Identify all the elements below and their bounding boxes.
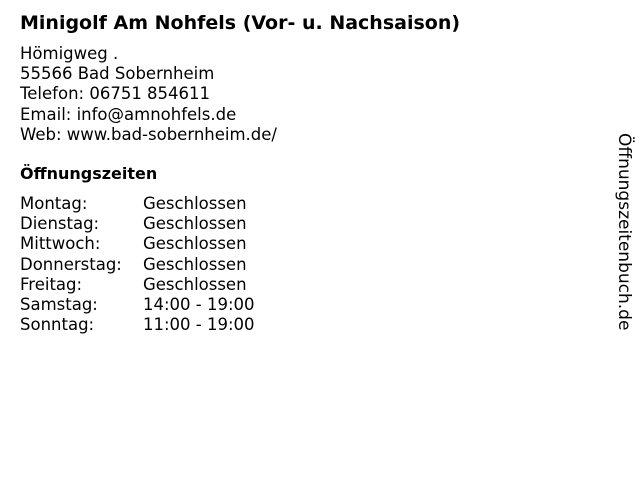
hours-row-thursday	[20, 255, 255, 275]
page-title: Minigolf Am Nohfels (Vor- u. Nachsaison)	[20, 12, 461, 34]
phone-line: Telefon: 06751 854611	[20, 84, 211, 104]
hours-day: Sonntag:	[20, 315, 95, 335]
address-block	[20, 44, 277, 145]
hours-row-saturday	[20, 295, 255, 315]
hours-day: Montag:	[20, 194, 88, 213]
opening-hours-heading: Öffnungszeiten	[20, 164, 158, 183]
hours-time: Geschlossen	[143, 214, 247, 234]
hours-time: Geschlossen	[143, 274, 247, 294]
address-city: 55566 Bad Sobernheim	[20, 64, 215, 84]
hours-time: 11:00 - 19:00	[143, 315, 255, 335]
hours-row-friday	[20, 275, 255, 295]
hours-time: Geschlossen	[143, 194, 247, 213]
site-brand-vertical: Öffnungszeitenbuch.de	[614, 133, 634, 331]
opening-hours-table	[20, 194, 255, 335]
address-street: Hömigweg .	[20, 44, 119, 63]
web-line: Web: www.bad-sobernheim.de/	[20, 124, 277, 144]
hours-row-tuesday	[20, 214, 255, 234]
hours-day: Freitag:	[20, 274, 83, 294]
hours-row-wednesday	[20, 234, 255, 254]
hours-day: Donnerstag:	[20, 254, 122, 274]
hours-day: Mittwoch:	[20, 234, 101, 254]
email-line: Email: info@amnohfels.de	[20, 104, 237, 124]
hours-day: Dienstag:	[20, 214, 100, 234]
hours-day: Samstag:	[20, 295, 98, 315]
hours-time: Geschlossen	[143, 254, 247, 274]
hours-row-sunday	[20, 315, 255, 335]
hours-time: Geschlossen	[143, 234, 247, 254]
hours-row-monday	[20, 194, 255, 214]
hours-time: 14:00 - 19:00	[143, 295, 255, 315]
